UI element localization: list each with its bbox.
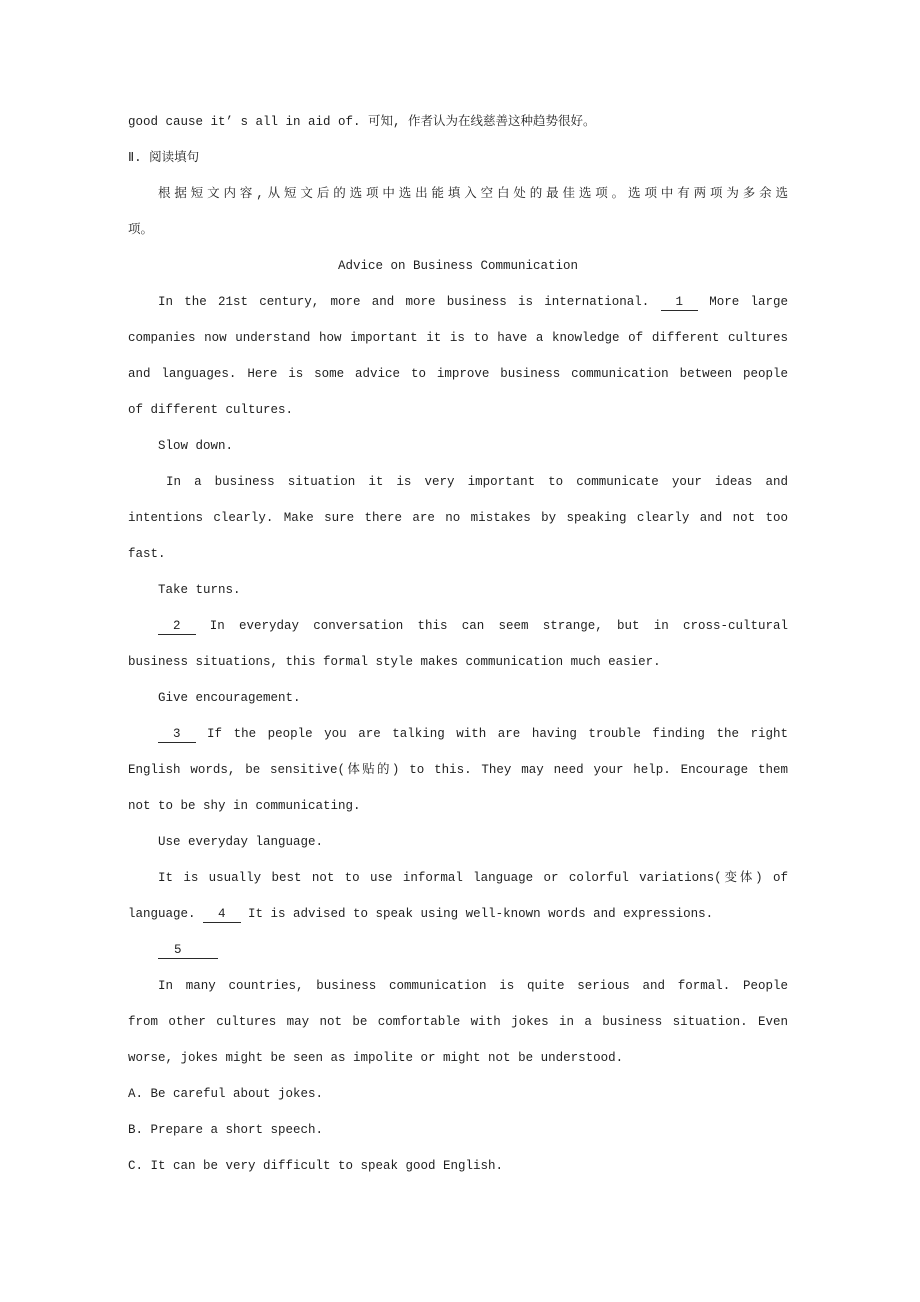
passage-line: In the 21st century, more and more business is international. 1 More large	[158, 295, 789, 309]
instructions-line: 项。	[128, 223, 154, 237]
answer-explanation-line: good cause it’ s all in aid of. 可知, 作者认为在线慈善这种趋势很好。	[128, 115, 596, 129]
passage-line: In many countries, business communication is quite serious and formal. People	[158, 979, 788, 993]
passage-line: English words, be sensitive(体贴的) to this. They may need your help. Encourage them	[128, 763, 788, 777]
passage-line: business situations, this formal style makes communication much easier.	[128, 655, 661, 669]
passage-line: 3 If the people you are talking with are having trouble finding the right	[128, 716, 788, 752]
passage-line: language. 4 It is advised to speak using well-known words and expressions.	[128, 907, 714, 921]
document-body	[128, 104, 788, 1184]
section-heading: Ⅱ. 阅读填句	[128, 151, 200, 165]
passage-line: companies now understand how important it is to have a knowledge of different cultures	[128, 331, 788, 345]
passage-line: from other cultures may not be comfortable with jokes in a business situation. Even	[128, 1015, 788, 1029]
blank-4: 4	[203, 907, 241, 923]
passage-subheading: Slow down.	[158, 439, 234, 453]
blank-1: 1	[661, 295, 699, 311]
passage-subheading: Take turns.	[158, 583, 241, 597]
passage-line: worse, jokes might be seen as impolite or might not be understood.	[128, 1051, 624, 1065]
blank-5: 5	[158, 943, 218, 959]
passage-line: not to be shy in communicating.	[128, 799, 361, 813]
blank-2: 2	[158, 619, 196, 635]
passage-line: fast.	[128, 547, 166, 561]
passage-line: intentions clearly. Make sure there are no mistakes by speaking clearly and not too	[128, 511, 788, 525]
passage-subheading: Use everyday language.	[158, 835, 324, 849]
passage-line: 2 In everyday conversation this can seem strange, but in cross-cultural	[128, 608, 788, 644]
passage-line: and languages. Here is some advice to improve business communication between people	[128, 367, 788, 381]
instructions-line: 根据短文内容,从短文后的选项中选出能填入空白处的最佳选项。选项中有两项为多余选	[158, 187, 788, 201]
passage-line: In a business situation it is very important to communicate your ideas and	[166, 475, 788, 489]
passage-line: of different cultures.	[128, 403, 294, 417]
passage-line: It is usually best not to use informal language or colorful variations(变体) of	[158, 871, 788, 885]
option-C: C. It can be very difficult to speak good English.	[128, 1159, 504, 1173]
passage-subheading: Give encouragement.	[158, 691, 301, 705]
passage-line	[128, 932, 788, 968]
passage-title: Advice on Business Communication	[337, 259, 579, 273]
blank-3: 3	[158, 727, 196, 743]
option-B: B. Prepare a short speech.	[128, 1123, 324, 1137]
option-A: A. Be careful about jokes.	[128, 1087, 324, 1101]
